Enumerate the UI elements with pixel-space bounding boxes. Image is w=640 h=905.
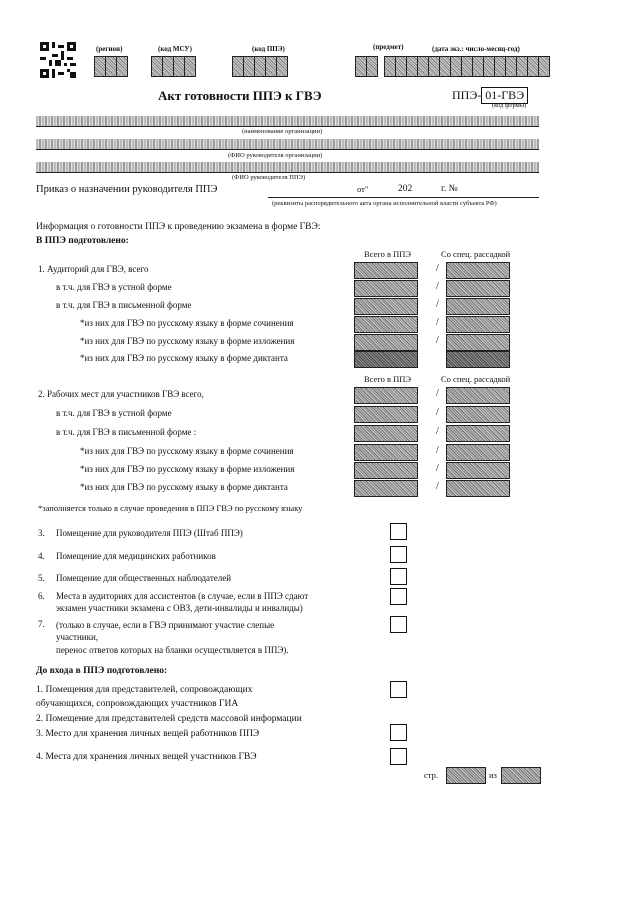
ppe-code-label: (код ППЭ) (252, 45, 285, 53)
s2-row-1-special[interactable] (446, 406, 510, 423)
s2-row-3-special[interactable] (446, 444, 510, 461)
s1-row-5-total[interactable] (354, 351, 418, 368)
s1-row-3-total[interactable] (354, 316, 418, 333)
s2-row-0-label: 2. Рабочих мест для участников ГВЭ всего, (38, 389, 204, 399)
org-head-field[interactable] (36, 139, 539, 149)
s2-row-3-label: *из них для ГВЭ по русскому языку в форме сочинения (80, 446, 294, 456)
s2-row-5-special[interactable] (446, 480, 510, 497)
exam-date-label: (дата экз.: число-месяц-год) (432, 45, 520, 53)
order-requisites-caption: (реквизиты распорядительного акта органа исполнительной власти субъекта РФ) (272, 200, 497, 207)
col-special-header-2: Со спец. рассадкой (441, 374, 511, 384)
org-name-line (36, 126, 539, 127)
s1-row-1-slash: / (436, 281, 439, 292)
s2-row-2-total[interactable] (354, 425, 418, 442)
before-item-4-checkbox[interactable] (390, 748, 407, 765)
s1-row-0-label: 1. Аудиторий для ГВЭ, всего (38, 264, 149, 274)
before-item-1-label-2: обучающихся, сопровождающих участников ГИА (36, 699, 239, 709)
s2-row-5-total[interactable] (354, 480, 418, 497)
ppe-head-line (36, 172, 539, 173)
item-3-label: Помещение для руководителя ППЭ (Штаб ППЭ) (56, 528, 243, 538)
s2-row-1-slash: / (436, 407, 439, 418)
s1-row-3-slash: / (436, 317, 439, 328)
before-item-2-label: 2. Помещение для представителей средств массовой информации (36, 714, 302, 724)
info-title: Информация о готовности ППЭ к проведению экзамена в форме ГВЭ: (36, 222, 321, 232)
prepared-title: В ППЭ подготовлено: (36, 236, 129, 246)
s2-row-1-label: в т.ч. для ГВЭ в устной форме (56, 408, 172, 418)
col-total-header-2: Всего в ППЭ (364, 374, 411, 384)
s1-row-0-slash: / (436, 263, 439, 274)
qr-code (40, 42, 76, 78)
before-entrance-title: До входа в ППЭ подготовлено: (36, 666, 168, 676)
item-4-num: 4. (38, 551, 45, 561)
item-7-num: 7. (38, 619, 45, 629)
s2-row-0-special[interactable] (446, 387, 510, 404)
s2-row-3-slash: / (436, 445, 439, 456)
subject-label: (предмет) (373, 43, 404, 51)
before-item-3-label: 3. Место для хранения личных вещей работников ППЭ (36, 729, 260, 739)
s2-row-5-label: *из них для ГВЭ по русскому языку в форме диктанта (80, 482, 288, 492)
s1-row-2-special[interactable] (446, 298, 510, 315)
item-5-num: 5. (38, 573, 45, 583)
s1-row-1-label: в т.ч. для ГВЭ в устной форме (56, 282, 172, 292)
region-label: (регион) (96, 45, 123, 53)
s1-row-2-total[interactable] (354, 298, 418, 315)
s1-row-4-label: *из них для ГВЭ по русскому языку в форме изложения (80, 336, 295, 346)
footnote: *заполняется только в случае проведения в ППЭ ГВЭ по русскому языку (38, 503, 303, 513)
item-6-checkbox[interactable] (390, 588, 407, 605)
order-from: от" (357, 184, 369, 194)
order-line (268, 197, 539, 198)
col-special-header: Со спец. рассадкой (441, 249, 511, 259)
item-7-label-2: участники, (56, 632, 99, 642)
before-item-1-label: 1. Помещения для представителей, сопровождающих (36, 685, 253, 695)
s2-row-4-label: *из них для ГВЭ по русскому языку в форме изложения (80, 464, 295, 474)
item-3-checkbox[interactable] (390, 523, 407, 540)
s2-row-0-total[interactable] (354, 387, 418, 404)
org-name-field[interactable] (36, 116, 539, 126)
item-6-label: Места в аудиториях для ассистентов (в случае, если в ППЭ сдают (56, 591, 309, 601)
item-4-checkbox[interactable] (390, 546, 407, 563)
item-3-num: 3. (38, 528, 45, 538)
s1-row-5-label: *из них для ГВЭ по русскому языку в форме диктанта (80, 353, 288, 363)
s2-row-4-slash: / (436, 463, 439, 474)
msu-code-cells[interactable] (151, 56, 195, 77)
s1-row-5-special[interactable] (446, 351, 510, 368)
exam-date-cells[interactable] (384, 56, 549, 77)
order-label: Приказ о назначении руководителя ППЭ (36, 184, 218, 195)
org-name-caption: (наименование организации) (242, 128, 323, 135)
before-item-1-checkbox[interactable] (390, 681, 407, 698)
item-5-checkbox[interactable] (390, 568, 407, 585)
s2-row-3-total[interactable] (354, 444, 418, 461)
form-code-caption: (код формы) (492, 102, 527, 109)
s1-row-4-special[interactable] (446, 334, 510, 351)
s1-row-3-label: *из них для ГВЭ по русскому языку в форме сочинения (80, 318, 294, 328)
subject-cells[interactable] (355, 56, 377, 77)
s2-row-2-special[interactable] (446, 425, 510, 442)
col-total-header: Всего в ППЭ (364, 249, 411, 259)
s1-row-2-slash: / (436, 299, 439, 310)
item-7-label-3: перенос ответов которых на бланки осуществляется в ППЭ). (56, 645, 289, 655)
ppe-head-field[interactable] (36, 162, 539, 172)
item-4-label: Помещение для медицинских работников (56, 551, 216, 561)
page-title: Акт готовности ППЭ к ГВЭ (158, 88, 322, 103)
page-of-label: из (489, 770, 497, 780)
item-7-checkbox[interactable] (390, 616, 407, 633)
page-label: стр. (424, 770, 438, 780)
page-number-field[interactable] (446, 767, 486, 784)
region-cells[interactable] (94, 56, 127, 77)
s1-row-3-special[interactable] (446, 316, 510, 333)
ppe-head-caption: (ФИО руководителя ППЭ) (232, 174, 306, 181)
s2-row-2-slash: / (436, 426, 439, 437)
org-head-caption: (ФИО руководителя организации) (228, 152, 323, 159)
s1-row-4-slash: / (436, 335, 439, 346)
item-5-label: Помещение для общественных наблюдателей (56, 573, 232, 583)
s1-row-1-total[interactable] (354, 280, 418, 297)
item-7-label: (только в случае, если в ГВЭ принимают участие слепые (56, 620, 275, 630)
s2-row-4-total[interactable] (354, 462, 418, 479)
page-total-field[interactable] (501, 767, 541, 784)
s2-row-2-label: в т.ч. для ГВЭ в письменной форме : (56, 427, 197, 437)
s1-row-4-total[interactable] (354, 334, 418, 351)
s2-row-4-special[interactable] (446, 462, 510, 479)
item-6-label-2: экзамен участники экзамена с ОВЗ, дети-инвалиды и инвалиды) (56, 603, 303, 613)
s2-row-0-slash: / (436, 388, 439, 399)
msu-code-label: (код МСУ) (158, 45, 192, 53)
s2-row-1-total[interactable] (354, 406, 418, 423)
s1-row-0-special[interactable] (446, 262, 510, 279)
item-6-num: 6. (38, 591, 45, 601)
org-head-line (36, 149, 539, 150)
before-item-4-label: 4. Места для хранения личных вещей участников ГВЭ (36, 752, 257, 762)
s1-row-2-label: в т.ч. для ГВЭ в письменной форме (56, 300, 192, 310)
ppe-code-cells[interactable] (232, 56, 287, 77)
s1-row-1-special[interactable] (446, 280, 510, 297)
order-year: 202 (398, 184, 413, 194)
form-code-value: 01-ГВЭ (481, 87, 528, 104)
s2-row-5-slash: / (436, 481, 439, 492)
before-item-3-checkbox[interactable] (390, 724, 407, 741)
order-number-label: г. № (441, 184, 458, 194)
s1-row-0-total[interactable] (354, 262, 418, 279)
form-code-prefix: ППЭ- (452, 88, 482, 102)
